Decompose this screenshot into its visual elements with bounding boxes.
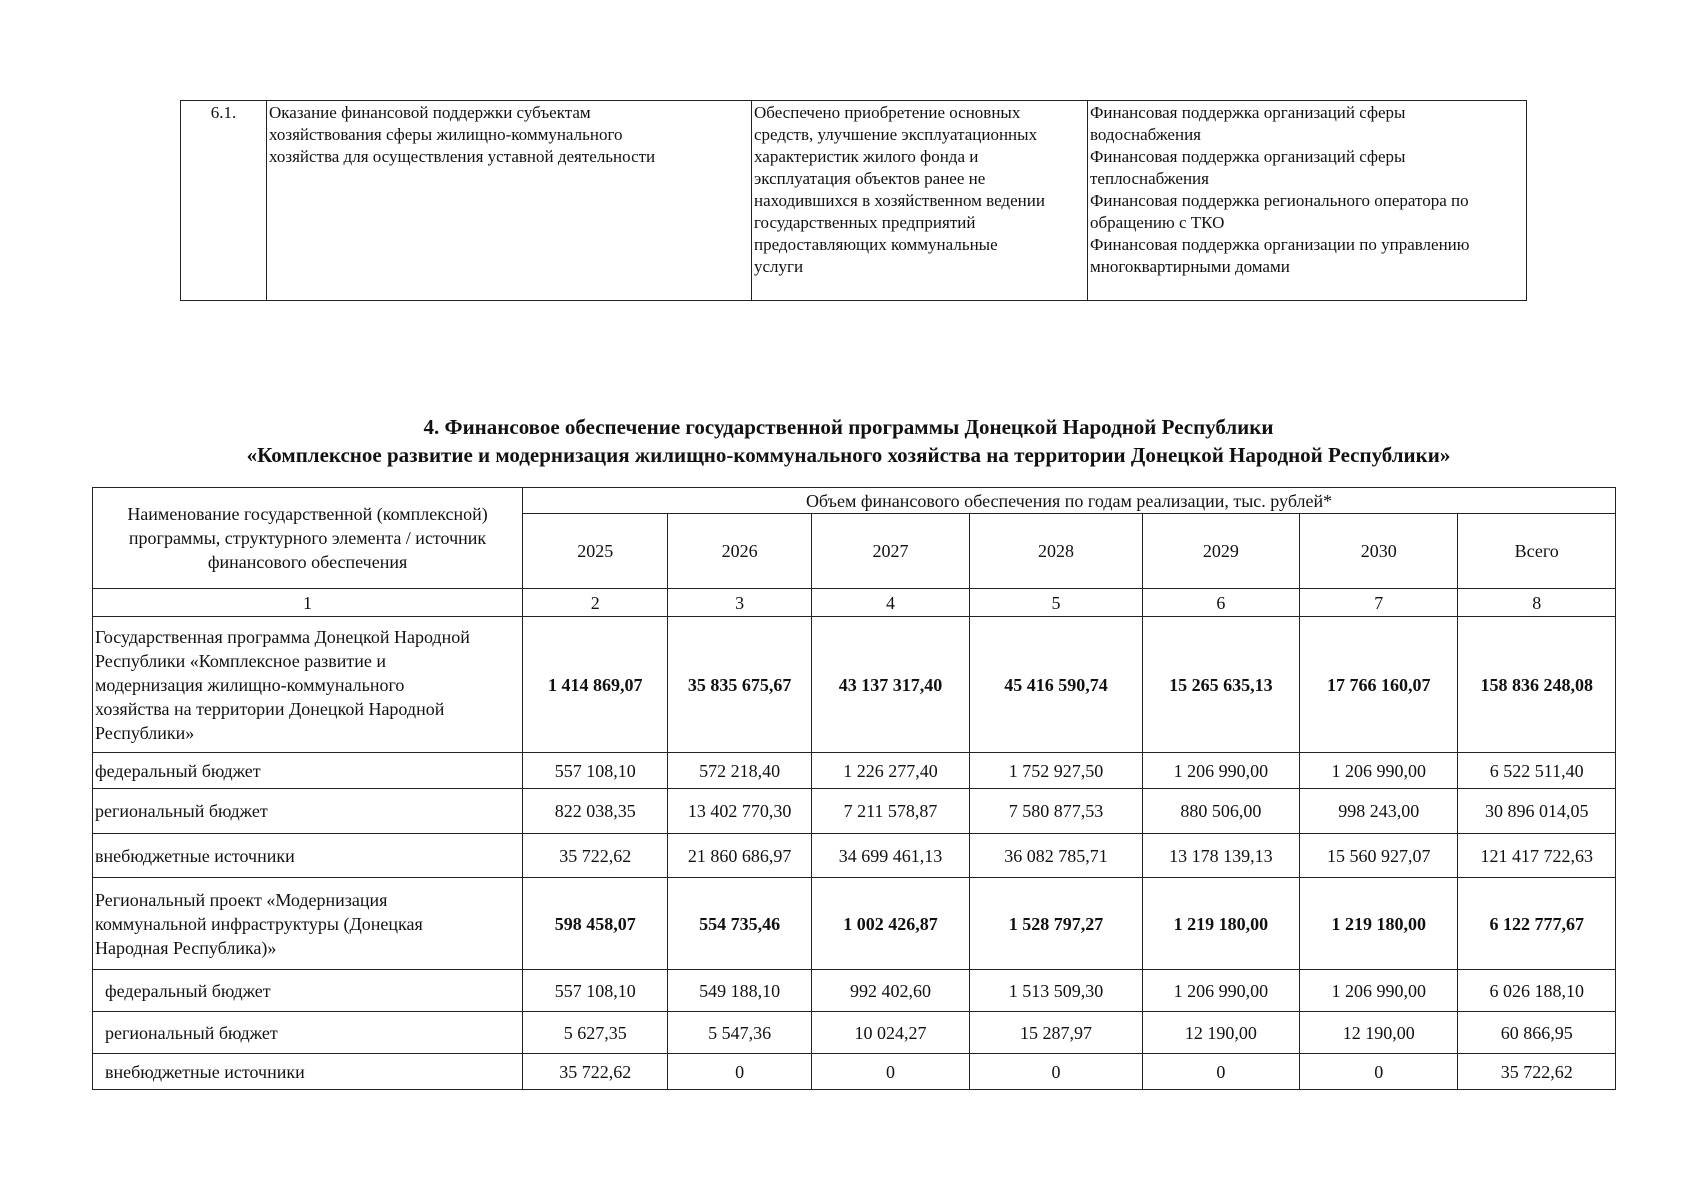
value-cell: 12 190,00: [1300, 1012, 1458, 1054]
measures-cell: [1088, 101, 1527, 301]
source-row: [93, 1012, 1616, 1054]
table-header-row: [93, 488, 1616, 514]
row-name-line: Республики «Комплексное развитие и: [95, 650, 387, 671]
value-cell: 1 513 509,30: [970, 970, 1142, 1012]
measure-line: обращению с ТКО: [1090, 213, 1225, 232]
row-name-line: Народная Республика)»: [95, 937, 277, 958]
result-line: находившихся в хозяйственном ведении: [754, 191, 1045, 210]
value-cell: 15 265 635,13: [1142, 617, 1299, 753]
total-header: Всего: [1458, 514, 1616, 589]
row-name-line: коммунальной инфраструктуры (Донецкая: [95, 913, 423, 934]
row-name-line: Государственная программа Донецкой Народной: [95, 626, 470, 647]
source-row: [93, 970, 1616, 1012]
finance-table: [92, 487, 1616, 1090]
value-cell: 7 211 578,87: [811, 789, 969, 834]
section-title-line-1: 4. Финансовое обеспечение государственной программы Донецкой Народной Республики: [423, 415, 1274, 439]
header-line: финансового обеспечения: [207, 552, 408, 572]
row-number: 6.1.: [181, 101, 267, 301]
result-line: Обеспечено приобретение основных: [754, 103, 1021, 122]
value-cell: 0: [811, 1054, 969, 1090]
value-cell: 43 137 317,40: [811, 617, 969, 753]
measure-line: многоквартирными домами: [1090, 257, 1290, 276]
row-name: федеральный бюджет: [93, 970, 523, 1012]
value-cell: 1 219 180,00: [1142, 878, 1299, 970]
value-cell: 5 547,36: [668, 1012, 811, 1054]
value-cell: 13 178 139,13: [1142, 834, 1299, 878]
value-cell: 1 206 990,00: [1300, 753, 1458, 789]
row-name-line: хозяйства на территории Донецкой Народной: [95, 698, 445, 719]
row-name: [93, 878, 523, 970]
total-cell: 6 026 188,10: [1458, 970, 1616, 1012]
year-header: 2026: [668, 514, 811, 589]
value-cell: 35 722,62: [523, 834, 668, 878]
value-cell: 572 218,40: [668, 753, 811, 789]
table-row: [181, 101, 1527, 301]
row-name: региональный бюджет: [93, 789, 523, 834]
column-number: 6: [1142, 589, 1299, 617]
year-header: 2028: [970, 514, 1142, 589]
value-cell: 992 402,60: [811, 970, 969, 1012]
column-number: 5: [970, 589, 1142, 617]
result-cell: [752, 101, 1088, 301]
value-cell: 15 560 927,07: [1300, 834, 1458, 878]
section-heading: [0, 413, 1697, 469]
column-number-row: [93, 589, 1616, 617]
task-line: Оказание финансовой поддержки субъектам: [269, 103, 591, 122]
value-cell: 7 580 877,53: [970, 789, 1142, 834]
total-cell: 6 122 777,67: [1458, 878, 1616, 970]
value-cell: 1 226 277,40: [811, 753, 969, 789]
result-line: услуги: [754, 257, 804, 276]
task-line: хозяйствования сферы жилищно-коммунального: [269, 125, 623, 144]
value-cell: 34 699 461,13: [811, 834, 969, 878]
year-header: 2029: [1142, 514, 1299, 589]
result-line: средств, улучшение эксплуатационных: [754, 125, 1038, 144]
header-line: Наименование государственной (комплексной): [127, 504, 488, 524]
activity-table: [180, 100, 1527, 301]
total-cell: 6 522 511,40: [1458, 753, 1616, 789]
column-number: 7: [1300, 589, 1458, 617]
value-cell: 45 416 590,74: [970, 617, 1142, 753]
task-cell: [267, 101, 752, 301]
value-cell: 1 002 426,87: [811, 878, 969, 970]
source-row: [93, 834, 1616, 878]
row-name: региональный бюджет: [93, 1012, 523, 1054]
task-line: хозяйства для осуществления уставной деятельности: [269, 147, 656, 166]
year-header: 2030: [1300, 514, 1458, 589]
column-number: 1: [93, 589, 523, 617]
measure-line: водоснабжения: [1090, 125, 1201, 144]
value-cell: 598 458,07: [523, 878, 668, 970]
measure-line: теплоснабжения: [1090, 169, 1209, 188]
value-cell: 549 188,10: [668, 970, 811, 1012]
year-header: 2027: [811, 514, 969, 589]
measure-line: Финансовая поддержка регионального оператора по: [1090, 191, 1469, 210]
row-name: федеральный бюджет: [93, 753, 523, 789]
value-cell: 5 627,35: [523, 1012, 668, 1054]
measure-line: Финансовая поддержка организаций сферы: [1090, 103, 1406, 122]
value-cell: 21 860 686,97: [668, 834, 811, 878]
year-header: 2025: [523, 514, 668, 589]
row-name-line: Региональный проект «Модернизация: [95, 889, 388, 910]
program-row: [93, 617, 1616, 753]
value-cell: 0: [970, 1054, 1142, 1090]
row-name: [93, 617, 523, 753]
result-line: характеристик жилого фонда и: [754, 147, 979, 166]
value-cell: 35 722,62: [523, 1054, 668, 1090]
value-cell: 557 108,10: [523, 753, 668, 789]
row-name-line: модернизация жилищно-коммунального: [95, 674, 405, 695]
value-cell: 10 024,27: [811, 1012, 969, 1054]
source-row: [93, 753, 1616, 789]
total-cell: 60 866,95: [1458, 1012, 1616, 1054]
measure-line: Финансовая поддержка организаций сферы: [1090, 147, 1406, 166]
value-cell: 17 766 160,07: [1300, 617, 1458, 753]
value-cell: 880 506,00: [1142, 789, 1299, 834]
value-cell: 1 752 927,50: [970, 753, 1142, 789]
value-cell: 1 414 869,07: [523, 617, 668, 753]
total-cell: 121 417 722,63: [1458, 834, 1616, 878]
column-number: 3: [668, 589, 811, 617]
value-cell: 1 206 990,00: [1142, 753, 1299, 789]
value-cell: 0: [1300, 1054, 1458, 1090]
header-line: программы, структурного элемента / источник: [128, 528, 487, 548]
value-cell: 1 219 180,00: [1300, 878, 1458, 970]
value-cell: 0: [1142, 1054, 1299, 1090]
value-cell: 15 287,97: [970, 1012, 1142, 1054]
source-row: [93, 1054, 1616, 1090]
value-cell: 554 735,46: [668, 878, 811, 970]
value-cell: 0: [668, 1054, 811, 1090]
result-line: эксплуатация объектов ранее не: [754, 169, 986, 188]
value-cell: 998 243,00: [1300, 789, 1458, 834]
name-column-header: [93, 488, 523, 589]
value-cell: 36 082 785,71: [970, 834, 1142, 878]
value-cell: 12 190,00: [1142, 1012, 1299, 1054]
total-cell: 158 836 248,08: [1458, 617, 1616, 753]
row-name-line: Республики»: [95, 722, 195, 743]
result-line: государственных предприятий: [754, 213, 976, 232]
value-cell: 13 402 770,30: [668, 789, 811, 834]
value-cell: 1 206 990,00: [1300, 970, 1458, 1012]
section-title-line-2: «Комплексное развитие и модернизация жилищно-коммунального хозяйства на территории Донецкой Народной Республики»: [246, 443, 1451, 467]
project-row: [93, 878, 1616, 970]
column-number: 8: [1458, 589, 1616, 617]
volume-header: Объем финансового обеспечения по годам реализации, тыс. рублей*: [523, 488, 1616, 514]
value-cell: 822 038,35: [523, 789, 668, 834]
result-line: предоставляющих коммунальные: [754, 235, 998, 254]
row-name: внебюджетные источники: [93, 1054, 523, 1090]
value-cell: 1 206 990,00: [1142, 970, 1299, 1012]
column-number: 2: [523, 589, 668, 617]
measure-line: Финансовая поддержка организации по управлению: [1090, 235, 1470, 254]
total-cell: 35 722,62: [1458, 1054, 1616, 1090]
source-row: [93, 789, 1616, 834]
row-name: внебюджетные источники: [93, 834, 523, 878]
value-cell: 557 108,10: [523, 970, 668, 1012]
column-number: 4: [811, 589, 969, 617]
total-cell: 30 896 014,05: [1458, 789, 1616, 834]
value-cell: 35 835 675,67: [668, 617, 811, 753]
value-cell: 1 528 797,27: [970, 878, 1142, 970]
